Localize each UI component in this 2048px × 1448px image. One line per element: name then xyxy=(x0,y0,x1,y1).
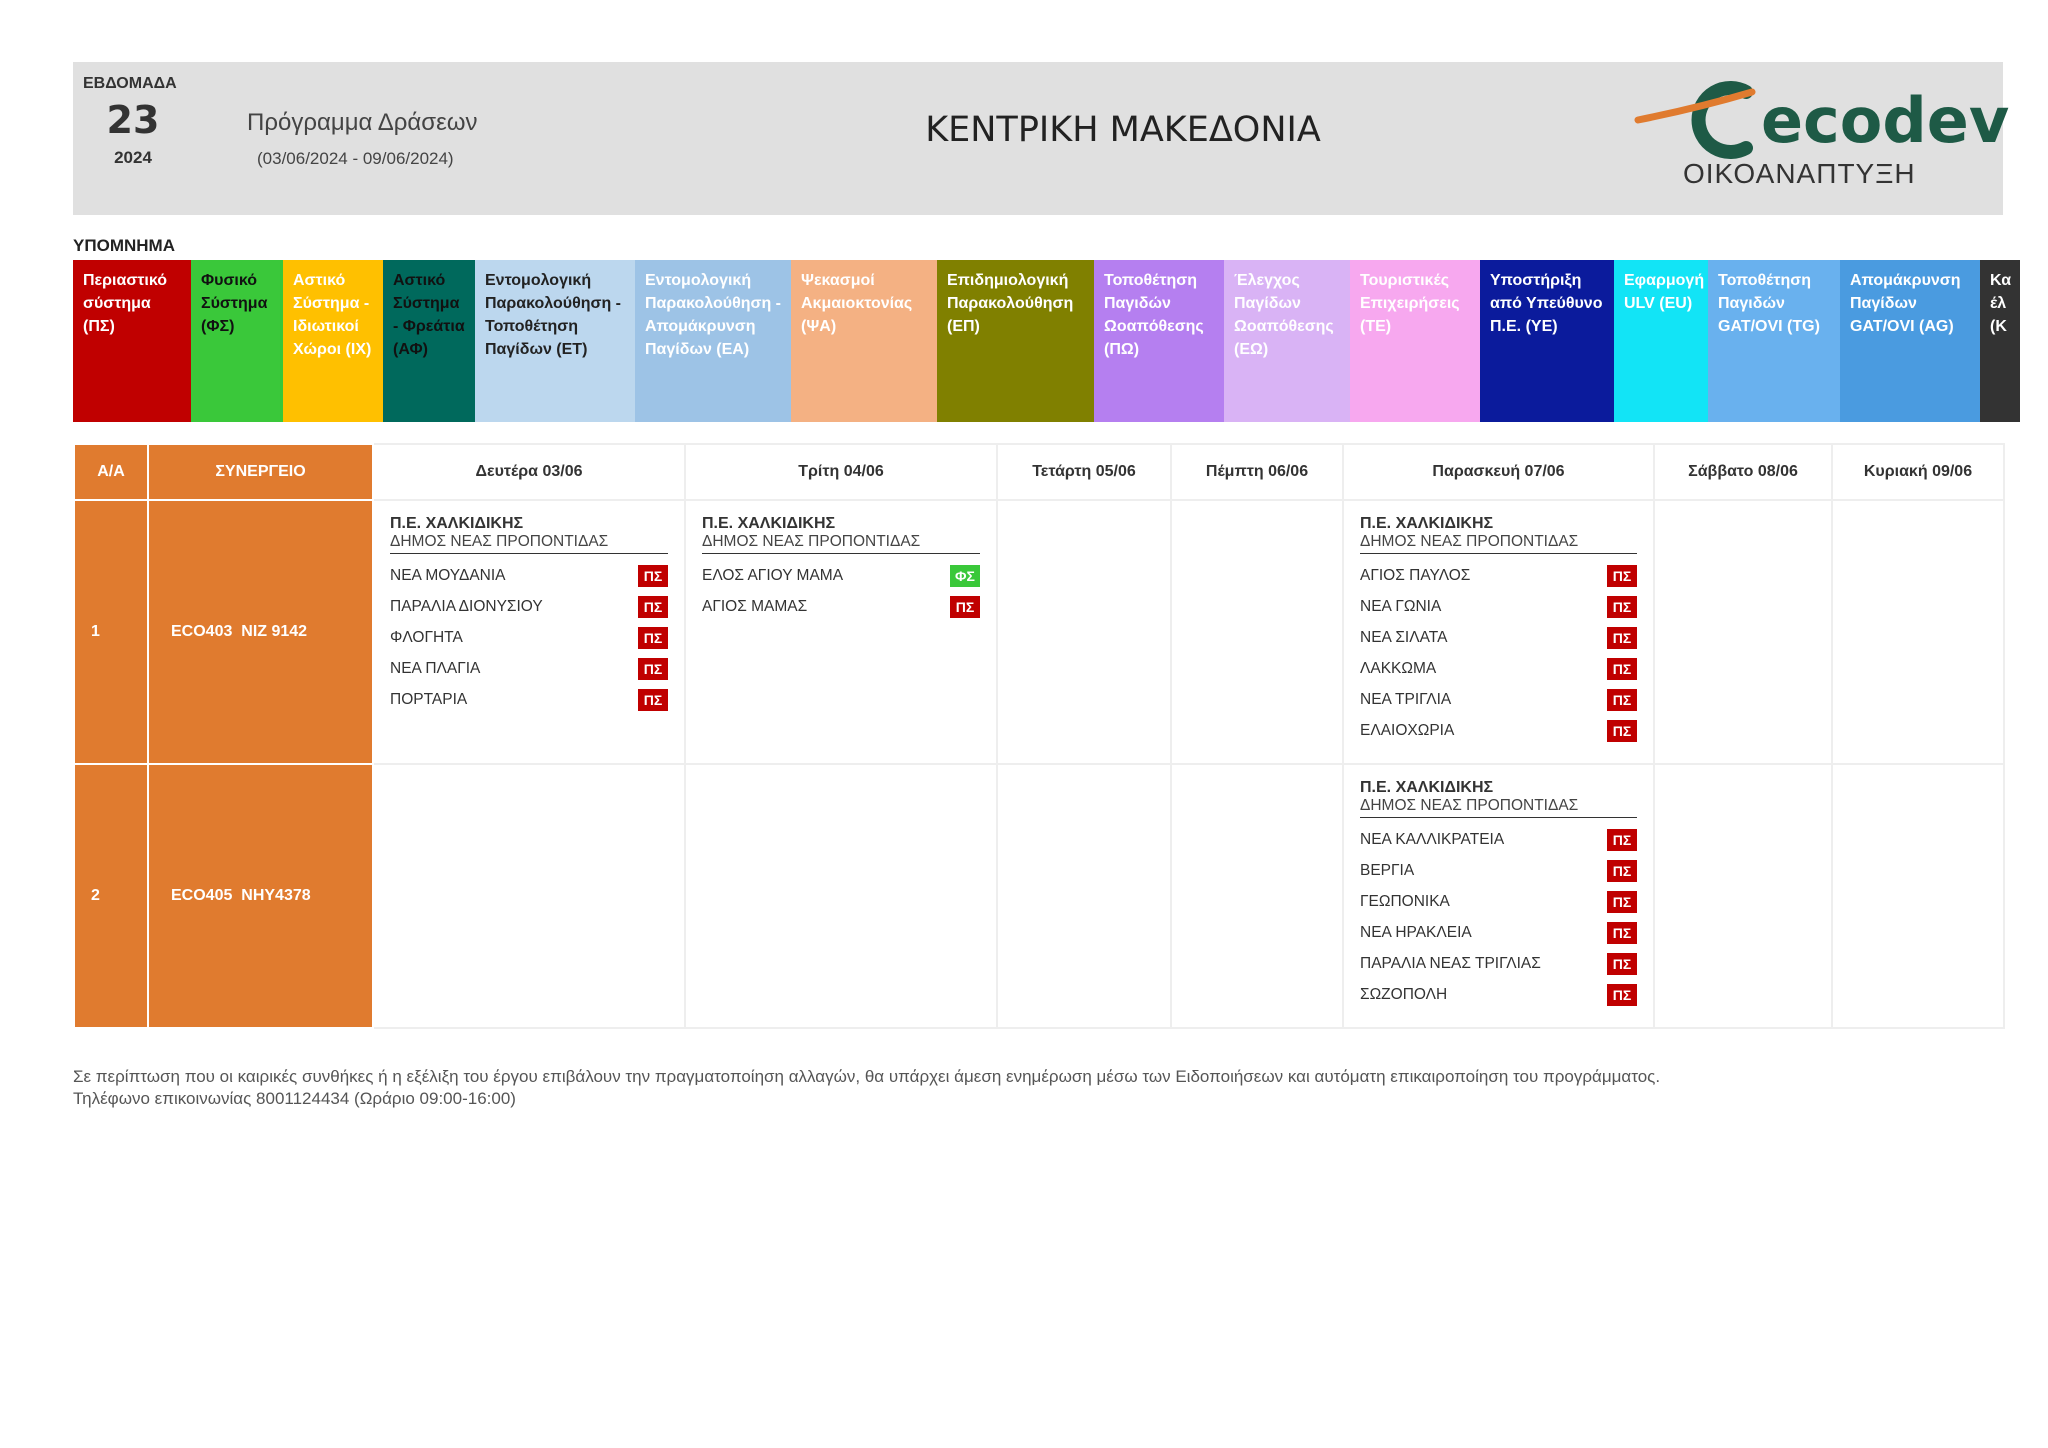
system-badge: ΦΣ xyxy=(950,565,980,587)
day-cell xyxy=(997,764,1171,1028)
location-item xyxy=(1360,979,1637,1010)
legend-item: Κα έλ (Κ xyxy=(1980,260,2020,422)
location-item xyxy=(1360,684,1637,715)
system-badge: ΠΣ xyxy=(638,565,668,587)
location-item xyxy=(702,591,980,622)
legend-item: Τοποθέτηση Παγιδών Ωοαπόθεσης (ΠΩ) xyxy=(1094,260,1224,422)
legend-item: Έλεγχος Παγίδων Ωοαπόθεσης (ΕΩ) xyxy=(1224,260,1350,422)
team-name: ECO405 ΝΗΥ4378 xyxy=(148,764,373,1028)
week-label: ΕΒΔΟΜΑΔΑ xyxy=(83,75,177,92)
footer-contact: Τηλέφωνο επικοινωνίας 8001124434 (Ωράριο 09:00-16:00) xyxy=(73,1089,516,1108)
municipality-heading: ΔΗΜΟΣ ΝΕΑΣ ΠΡΟΠΟΝΤΙΔΑΣ xyxy=(1360,797,1637,818)
system-badge: ΠΣ xyxy=(1607,953,1637,975)
location-item xyxy=(1360,917,1637,948)
location-item xyxy=(390,684,668,715)
legend-item: Εφαρμογή ULV (EU) xyxy=(1614,260,1708,422)
page-header xyxy=(73,62,2010,215)
location-name: ΠΟΡΤΑΡΙΑ xyxy=(390,690,468,708)
footer-note: Σε περίπτωση που οι καιρικές συνθήκες ή η εξέλιξη του έργου επιβάλουν την πραγματοποίηση αλλαγών, θα υπάρχει άμεση ενημέρωση μέσω των Ειδοποιήσεων και αυτόματη επικαιροποίηση του προγράμματος. xyxy=(73,1067,1661,1086)
day-cell xyxy=(1832,764,2004,1028)
legend-item: Απομάκρυνση Παγίδων GAT/OVI (AG) xyxy=(1840,260,1980,422)
location-name: ΣΩΖΟΠΟΛΗ xyxy=(1360,985,1448,1003)
region-heading: Π.Ε. ΧΑΛΚΙΔΙΚΗΣ xyxy=(390,515,524,532)
legend-item: Εντομολογική Παρακολούθηση - Απομάκρυνση Παγίδων (ΕΑ) xyxy=(635,260,791,422)
legend xyxy=(73,260,2012,422)
program-title: Πρόγραμμα Δράσεων xyxy=(247,109,478,136)
system-badge: ΠΣ xyxy=(1607,565,1637,587)
municipality-heading: ΔΗΜΟΣ ΝΕΑΣ ΠΡΟΠΟΝΤΙΔΑΣ xyxy=(1360,533,1637,554)
location-name: ΑΓΙΟΣ ΜΑΜΑΣ xyxy=(702,597,808,615)
system-badge: ΠΣ xyxy=(638,596,668,618)
legend-item: Φυσικό Σύστημα (ΦΣ) xyxy=(191,260,283,422)
week-number: 23 xyxy=(106,98,160,142)
location-item xyxy=(390,653,668,684)
ecodev-logo-icon xyxy=(1628,70,2010,170)
table-row xyxy=(74,764,2004,1028)
location-name: ΝΕΑ ΓΩΝΙΑ xyxy=(1360,597,1442,615)
region-heading: Π.Ε. ΧΑΛΚΙΔΙΚΗΣ xyxy=(702,515,836,532)
system-badge: ΠΣ xyxy=(1607,658,1637,680)
location-item xyxy=(1360,715,1637,746)
location-name: ΛΑΚΚΩΜΑ xyxy=(1360,659,1437,677)
legend-item: Αστικό Σύστημα - Φρεάτια (ΑΦ) xyxy=(383,260,475,422)
header-monday: Δευτέρα 03/06 xyxy=(373,444,685,500)
location-item xyxy=(1360,560,1637,591)
system-badge: ΠΣ xyxy=(1607,720,1637,742)
location-name: ΝΕΑ ΠΛΑΓΙΑ xyxy=(390,659,481,677)
day-cell xyxy=(997,500,1171,764)
header-wednesday: Τετάρτη 05/06 xyxy=(997,444,1171,500)
system-badge: ΠΣ xyxy=(1607,984,1637,1006)
location-name: ΝΕΑ ΣΙΛΑΤΑ xyxy=(1360,628,1448,646)
region-heading: Π.Ε. ΧΑΛΚΙΔΙΚΗΣ xyxy=(1360,515,1494,532)
system-badge: ΠΣ xyxy=(1607,829,1637,851)
location-item xyxy=(390,591,668,622)
logo-subtitle: ΟΙΚΟΑΝΑΠΤΥΞΗ xyxy=(1683,158,1916,189)
location-name: ΠΑΡΑΛΙΑ ΝΕΑΣ ΤΡΙΓΛΙΑΣ xyxy=(1360,954,1541,972)
legend-title: ΥΠΟΜΝΗΜΑ xyxy=(73,236,175,255)
header-sunday: Κυριακή 09/06 xyxy=(1832,444,2004,500)
day-cell xyxy=(1654,500,1832,764)
week-year: 2024 xyxy=(114,148,152,167)
location-item xyxy=(1360,855,1637,886)
system-badge: ΠΣ xyxy=(638,627,668,649)
day-cell xyxy=(685,500,997,764)
day-cell xyxy=(1654,764,1832,1028)
header-tuesday: Τρίτη 04/06 xyxy=(685,444,997,500)
system-badge: ΠΣ xyxy=(950,596,980,618)
location-name: ΒΕΡΓΙΑ xyxy=(1360,861,1415,879)
location-name: ΠΑΡΑΛΙΑ ΔΙΟΝΥΣΙΟΥ xyxy=(390,597,543,615)
legend-item: Ψεκασμοί Ακμαιοκτονίας (ΨΑ) xyxy=(791,260,937,422)
legend-item: Αστικό Σύστημα - Ιδιωτικοί Χώροι (ΙΧ) xyxy=(283,260,383,422)
header-team: ΣΥΝΕΡΓΕΙΟ xyxy=(148,444,373,500)
schedule-table xyxy=(73,443,2005,1029)
region-heading: Π.Ε. ΧΑΛΚΙΔΙΚΗΣ xyxy=(1360,779,1494,796)
legend-item: Υποστήριξη από Υπεύθυνο Π.Ε. (ΥΕ) xyxy=(1480,260,1614,422)
legend-item: Περιαστικό σύστημα (ΠΣ) xyxy=(73,260,191,422)
team-name: ECO403 ΝΙΖ 9142 xyxy=(148,500,373,764)
municipality-heading: ΔΗΜΟΣ ΝΕΑΣ ΠΡΟΠΟΝΤΙΔΑΣ xyxy=(702,533,980,554)
system-badge: ΠΣ xyxy=(1607,596,1637,618)
header-aa: Α/Α xyxy=(74,444,148,500)
location-name: ΝΕΑ ΚΑΛΛΙΚΡΑΤΕΙΑ xyxy=(1360,830,1505,848)
program-dates: (03/06/2024 - 09/06/2024) xyxy=(257,149,454,168)
table-header-row xyxy=(74,444,2004,500)
location-item xyxy=(1360,886,1637,917)
header-thursday: Πέμπτη 06/06 xyxy=(1171,444,1343,500)
location-name: ΑΓΙΟΣ ΠΑΥΛΟΣ xyxy=(1360,566,1471,584)
system-badge: ΠΣ xyxy=(1607,689,1637,711)
system-badge: ΠΣ xyxy=(1607,891,1637,913)
location-name: ΦΛΟΓΗΤΑ xyxy=(390,628,463,646)
day-cell xyxy=(1343,500,1654,764)
table-row xyxy=(74,500,2004,764)
location-name: ΝΕΑ ΜΟΥΔΑΝΙΑ xyxy=(390,566,506,584)
day-cell xyxy=(373,500,685,764)
legend-item: Εντομολογική Παρακολούθηση - Τοποθέτηση Παγίδων (ΕΤ) xyxy=(475,260,635,422)
logo-text: ecodev xyxy=(1761,84,2010,157)
location-name: ΕΛΑΙΟΧΩΡΙΑ xyxy=(1360,721,1455,739)
location-item xyxy=(1360,653,1637,684)
location-name: ΝΕΑ ΗΡΑΚΛΕΙΑ xyxy=(1360,923,1472,941)
day-cell xyxy=(685,764,997,1028)
location-name: ΝΕΑ ΤΡΙΓΛΙΑ xyxy=(1360,690,1452,708)
day-cell xyxy=(1171,500,1343,764)
location-item xyxy=(1360,622,1637,653)
location-item xyxy=(1360,824,1637,855)
legend-item: Τοποθέτηση Παγιδών GAT/OVI (TG) xyxy=(1708,260,1840,422)
location-item xyxy=(390,622,668,653)
legend-item: Τουριστικές Επιχειρήσεις (ΤΕ) xyxy=(1350,260,1480,422)
location-item xyxy=(1360,591,1637,622)
system-badge: ΠΣ xyxy=(638,689,668,711)
row-number: 2 xyxy=(74,764,148,1028)
location-item xyxy=(1360,948,1637,979)
header-friday: Παρασκευή 07/06 xyxy=(1343,444,1654,500)
footer xyxy=(73,1066,2003,1108)
legend-item: Επιδημιολογική Παρακολούθηση (ΕΠ) xyxy=(937,260,1094,422)
location-item xyxy=(390,560,668,591)
system-badge: ΠΣ xyxy=(1607,922,1637,944)
region-title: ΚΕΝΤΡΙΚΗ ΜΑΚΕΔΟΝΙΑ xyxy=(925,110,1321,150)
location-item xyxy=(702,560,980,591)
location-name: ΓΕΩΠΟΝΙΚΑ xyxy=(1360,892,1450,910)
system-badge: ΠΣ xyxy=(1607,627,1637,649)
day-cell xyxy=(1832,500,2004,764)
day-cell xyxy=(1171,764,1343,1028)
system-badge: ΠΣ xyxy=(1607,860,1637,882)
row-number: 1 xyxy=(74,500,148,764)
day-cell xyxy=(373,764,685,1028)
system-badge: ΠΣ xyxy=(638,658,668,680)
location-name: ΕΛΟΣ ΑΓΙΟΥ ΜΑΜΑ xyxy=(702,566,844,584)
header-saturday: Σάββατο 08/06 xyxy=(1654,444,1832,500)
day-cell xyxy=(1343,764,1654,1028)
municipality-heading: ΔΗΜΟΣ ΝΕΑΣ ΠΡΟΠΟΝΤΙΔΑΣ xyxy=(390,533,668,554)
